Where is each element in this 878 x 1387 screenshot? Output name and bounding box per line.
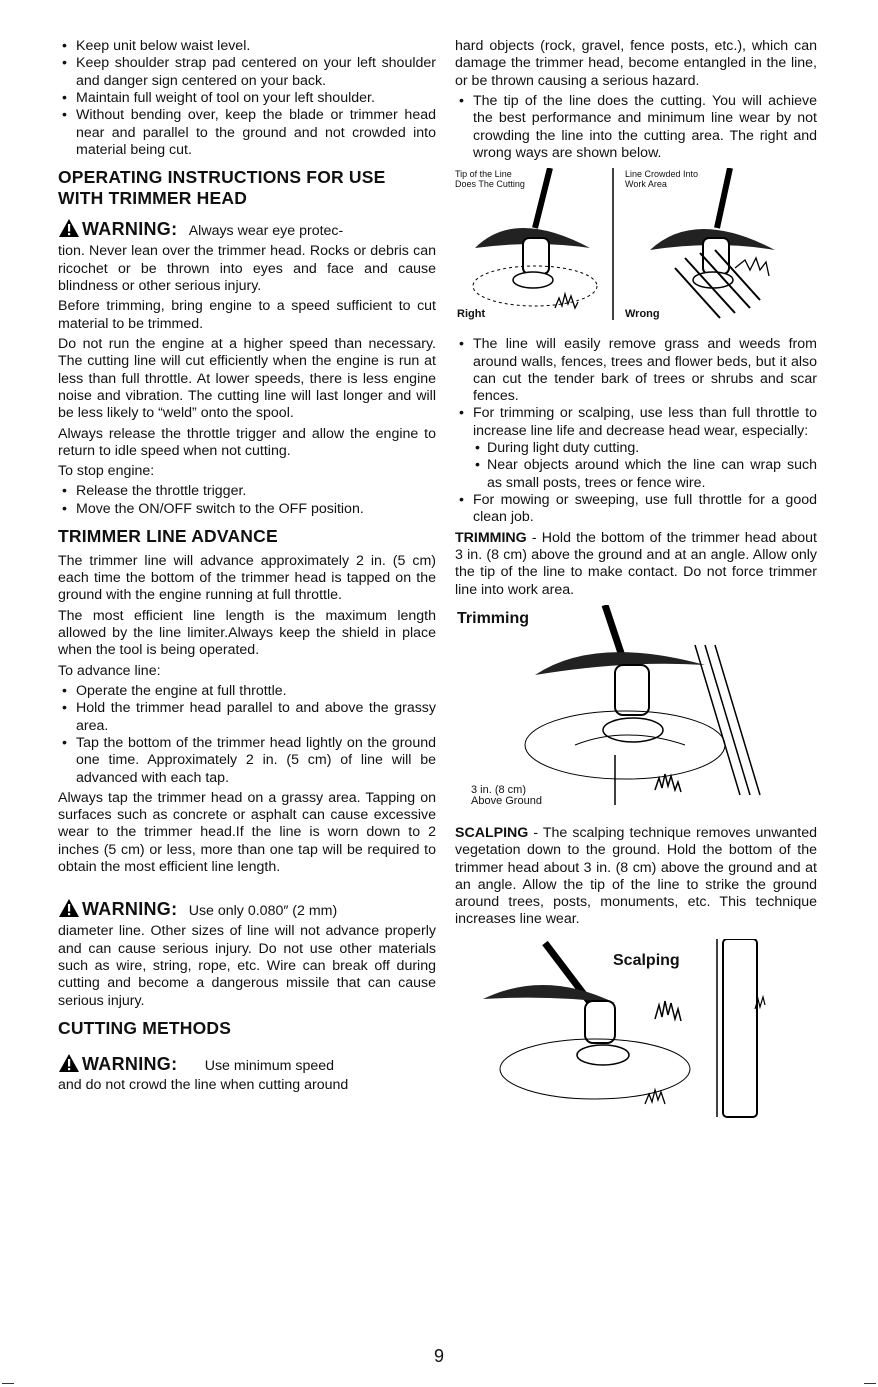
trimming-figure-title: Trimming <box>457 609 530 627</box>
cutting-methods-heading: CUTTING METHODS <box>58 1017 232 1038</box>
list-item: • For mowing or sweeping, use full throttle for a good clean job. <box>455 492 817 527</box>
list-item-text: For trimming or scalping, use less than full throttle to increase line life and decrease head wear, especially: <box>473 405 817 439</box>
warning-label: WARNING: <box>82 1053 178 1074</box>
warning-body: diameter line. Other sizes of line will not advance properly and can cause serious injury. Do not use other materials such as wire, string, rope, etc. Wire can break off during cutting and become a dangerous missile that can cause serious injury. <box>58 923 436 1009</box>
paragraph-before-trimming: Before trimming, bring engine to a speed sufficient to cut material to be trimmed. <box>58 298 436 332</box>
warning-triangle-icon <box>58 1053 80 1073</box>
tip-bullet-list <box>455 93 817 162</box>
scalping-text: - The scalping technique removes unwanted vegetation down to the ground. Hold the bottom of the trimmer head about 3 in. (8 cm) above the ground and at an angle. Allow the tip of the line to strike the ground around trees, posts, monuments, etc. This technique increases line wear. <box>455 824 817 928</box>
line-usage-list <box>455 336 817 526</box>
operating-instructions-heading: OPERATING INSTRUCTIONS FOR USE WITH TRIMMER HEAD <box>58 167 386 208</box>
warning-body: tion. Never lean over the trimmer head. Rocks or debris can ricochet or be thrown into eyes and face and cause blindness or other serious injury. <box>58 243 436 295</box>
paragraph-scalping <box>455 825 817 929</box>
height-line-2: Above Ground <box>471 795 542 808</box>
paragraph-stop-engine: To stop engine: <box>58 463 155 480</box>
scalping-figure-title: Scalping <box>613 951 680 969</box>
warning-lead-text: Use only 0.080″ (2 mm) <box>188 903 338 920</box>
warning-line-diameter <box>58 898 436 921</box>
trimming-figure <box>455 605 817 817</box>
left-column <box>58 38 436 1098</box>
list-item: • Tap the bottom of the trimmer head lightly on the ground one time. Approximately 2 in. (5 cm) of line will be advanced with each tap. <box>58 735 436 787</box>
caption-tip-of-line: Tip of the Line Does The Cutting <box>455 169 525 189</box>
list-item: • Without bending over, keep the blade or trimmer head near and parallel to the ground and not crowded into material being cut. <box>58 107 436 159</box>
paragraph-engine-speed: Do not run the engine at a higher speed than necessary. The cutting line will cut efficiently when the engine is run at less than full throttle. At lower speeds, there is less engine noise and vibration. The cutting line will last longer and will be less likely to “weld” onto the spool. <box>58 335 436 422</box>
intro-bullet-list <box>58 38 436 159</box>
right-wrong-figure <box>455 168 817 328</box>
right-column <box>455 38 817 1133</box>
warning-lead-text: Use minimum speed <box>204 1057 335 1074</box>
paragraph-advance-2: The most efficient line length is the maximum length allowed by the line limiter.Always keep the shield in place when the tool is being operated. <box>58 607 436 659</box>
paragraph-advance-3: Always tap the trimmer head on a grassy area. Tapping on surfaces such as concrete or asphalt can cause excessive wear to the trimmer head.If the line is worn down to 2 inches (5 cm) or less, more than one tap will be required to obtain the most efficient line length. <box>58 789 436 876</box>
list-item <box>455 405 817 492</box>
warning-triangle-icon <box>58 218 80 238</box>
crop-mark <box>2 1383 14 1384</box>
list-item: • The line will easily remove grass and weeds from around walls, fences, trees and flower beds, but it also can cut the tender bark of trees or shrubs and scar fences. <box>455 336 817 405</box>
warning-eye-protection <box>58 218 436 241</box>
height-above-ground-caption <box>471 785 542 808</box>
trimmer-line-advance-heading: TRIMMER LINE ADVANCE <box>58 526 278 547</box>
list-item: • During light duty cutting. <box>473 440 817 457</box>
list-item: • Release the throttle trigger. <box>58 483 436 500</box>
sub-bullet-list <box>473 440 817 492</box>
paragraph-advance-1: The trimmer line will advance approximately 2 in. (5 cm) each time the bottom of the trimmer head is tapped on the ground with the engine running at full throttle. <box>58 552 436 604</box>
height-line-1: 3 in. (8 cm) <box>471 783 527 796</box>
trimming-label: TRIMMING <box>455 529 527 546</box>
paragraph-release-throttle: Always release the throttle trigger and allow the engine to return to idle speed when not cutting. <box>58 425 436 459</box>
list-item: • Operate the engine at full throttle. <box>58 683 436 700</box>
page-number: 9 <box>433 1346 444 1366</box>
list-item: • Keep shoulder strap pad centered on your left shoulder and danger sign centered on your back. <box>58 55 436 90</box>
crop-mark <box>864 1383 876 1384</box>
warning-body: and do not crowd the line when cutting around <box>58 1077 349 1094</box>
warning-lead-text: Always wear eye protec- <box>188 223 344 240</box>
trimming-text: - Hold the bottom of the trimmer head about 3 in. (8 cm) above the ground and at an angle. Allow only the tip of the line to make contact. Do not force trimmer line into work area. <box>455 529 817 598</box>
trimmer-right-wrong-illustration <box>455 168 817 328</box>
warning-triangle-icon <box>58 898 80 918</box>
warning-minimum-speed <box>58 1053 436 1076</box>
list-item: • Maintain full weight of tool on your left shoulder. <box>58 90 436 107</box>
paragraph-trimming <box>455 530 817 599</box>
advance-line-list <box>58 683 436 787</box>
warning-label: WARNING: <box>82 219 178 240</box>
caption-line-crowded: Line Crowded Into Work Area <box>625 169 699 189</box>
list-item: • Move the ON/OFF switch to the OFF position. <box>58 501 436 518</box>
label-right: Right <box>457 308 486 321</box>
list-item: • Hold the trimmer head parallel to and above the grassy area. <box>58 700 436 735</box>
label-wrong: Wrong <box>625 308 660 321</box>
list-item: • Keep unit below waist level. <box>58 38 436 55</box>
warning-label: WARNING: <box>82 899 178 920</box>
paragraph-hard-objects: hard objects (rock, gravel, fence posts, etc.), which can damage the trimmer head, become entangled in the line, or be thrown causing a serious hazard. <box>455 38 817 89</box>
scalping-label: SCALPING <box>455 824 529 841</box>
scalping-figure <box>455 939 817 1125</box>
list-item: • The tip of the line does the cutting. You will achieve the best performance and minimum line wear by not crowding the line into the cutting area. The right and wrong ways are shown below. <box>455 93 817 162</box>
stop-engine-list <box>58 483 436 518</box>
paragraph-advance-intro: To advance line: <box>58 662 161 679</box>
list-item: • Near objects around which the line can wrap such as small posts, trees or fence wire. <box>473 457 817 492</box>
